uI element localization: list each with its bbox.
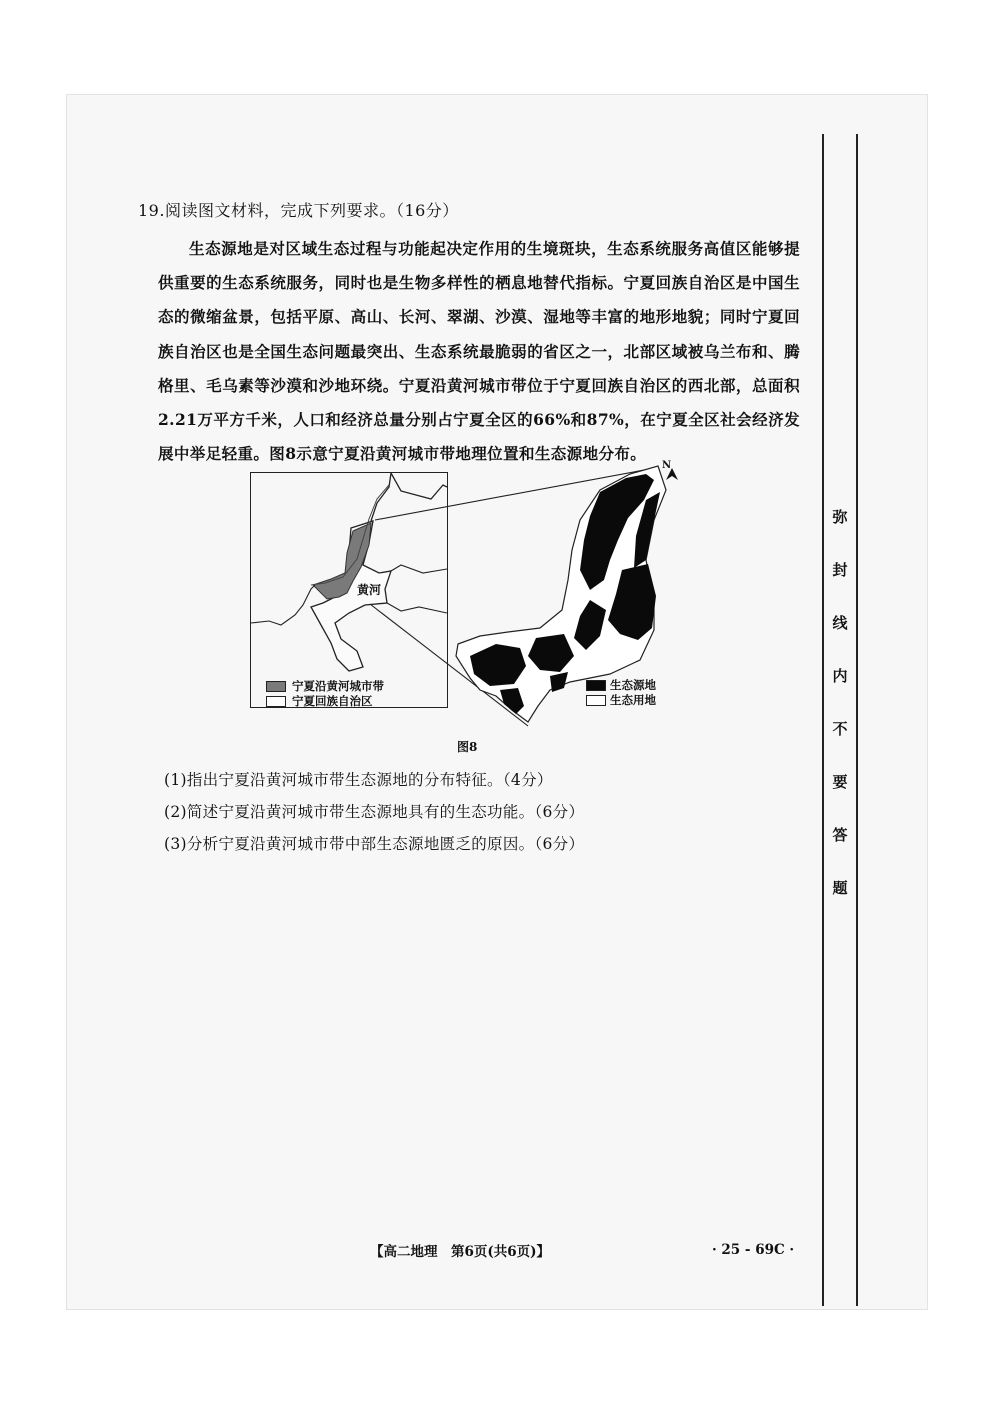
binding-warning bbox=[827, 510, 853, 934]
binding-char: 弥 bbox=[832, 508, 848, 526]
legend-swatch-eco-land bbox=[586, 695, 606, 706]
main-legend bbox=[586, 678, 656, 708]
legend-label: 宁夏回族自治区 bbox=[292, 694, 373, 708]
question-heading: 19.阅读图文材料，完成下列要求。（16分） bbox=[138, 201, 459, 220]
legend-item bbox=[586, 678, 656, 693]
binding-char: 要 bbox=[832, 773, 848, 791]
exam-code: · 25 - 69C · bbox=[712, 1242, 795, 1258]
material-paragraph: 生态源地是对区域生态过程与功能起决定作用的生境斑块，生态系统服务高值区能够提供重要的生态系统服务，同时也是生物多样性的栖息地替代指标。宁夏回族自治区是中国生态的微缩盆景，包括平原、高山、长河、翠湖、沙漠、湿地等丰富的地形地貌；同时宁夏回族自治区也是全国生态问题最突出、生态系统最脆弱的省区之一，北部区域被乌兰布和、腾格里、毛乌素等沙漠和沙地环绕。宁夏沿黄河城市带位于宁夏回族自治区的西北部，总面积2.21万平方千米，人口和经济总量分别占宁夏全区的66%和87%，在宁夏全区社会经济发展中举足轻重。图8示意宁夏沿黄河城市带地理位置和生态源地分布。 bbox=[158, 239, 800, 464]
binding-line-outer bbox=[856, 134, 858, 1306]
figure-8 bbox=[250, 460, 690, 730]
legend-swatch-eco-source bbox=[586, 680, 606, 691]
legend-label: 宁夏沿黄河城市带 bbox=[292, 679, 384, 693]
binding-char: 封 bbox=[832, 561, 848, 579]
binding-char: 线 bbox=[832, 614, 848, 632]
legend-label: 生态源地 bbox=[610, 678, 656, 692]
figure-caption: 图8 bbox=[457, 740, 478, 754]
legend-item bbox=[586, 693, 656, 708]
binding-line-inner bbox=[822, 134, 824, 1306]
binding-char: 不 bbox=[832, 720, 848, 738]
binding-char: 内 bbox=[832, 667, 848, 685]
binding-char: 题 bbox=[832, 879, 848, 897]
legend-label: 生态用地 bbox=[610, 693, 656, 707]
subquestion-1: (1)指出宁夏沿黄河城市带生态源地的分布特征。（4分） bbox=[164, 771, 553, 789]
river-label: 黄河 bbox=[357, 583, 382, 597]
subquestion-3: (3)分析宁夏沿黄河城市带中部生态源地匮乏的原因。（6分） bbox=[164, 835, 585, 853]
binding-char: 答 bbox=[832, 826, 848, 844]
north-label: N bbox=[662, 460, 672, 471]
subquestion-2: (2)简述宁夏沿黄河城市带生态源地具有的生态功能。（6分） bbox=[164, 803, 585, 821]
page-footer: 【高二地理 第6页(共6页)】 bbox=[370, 1244, 551, 1260]
